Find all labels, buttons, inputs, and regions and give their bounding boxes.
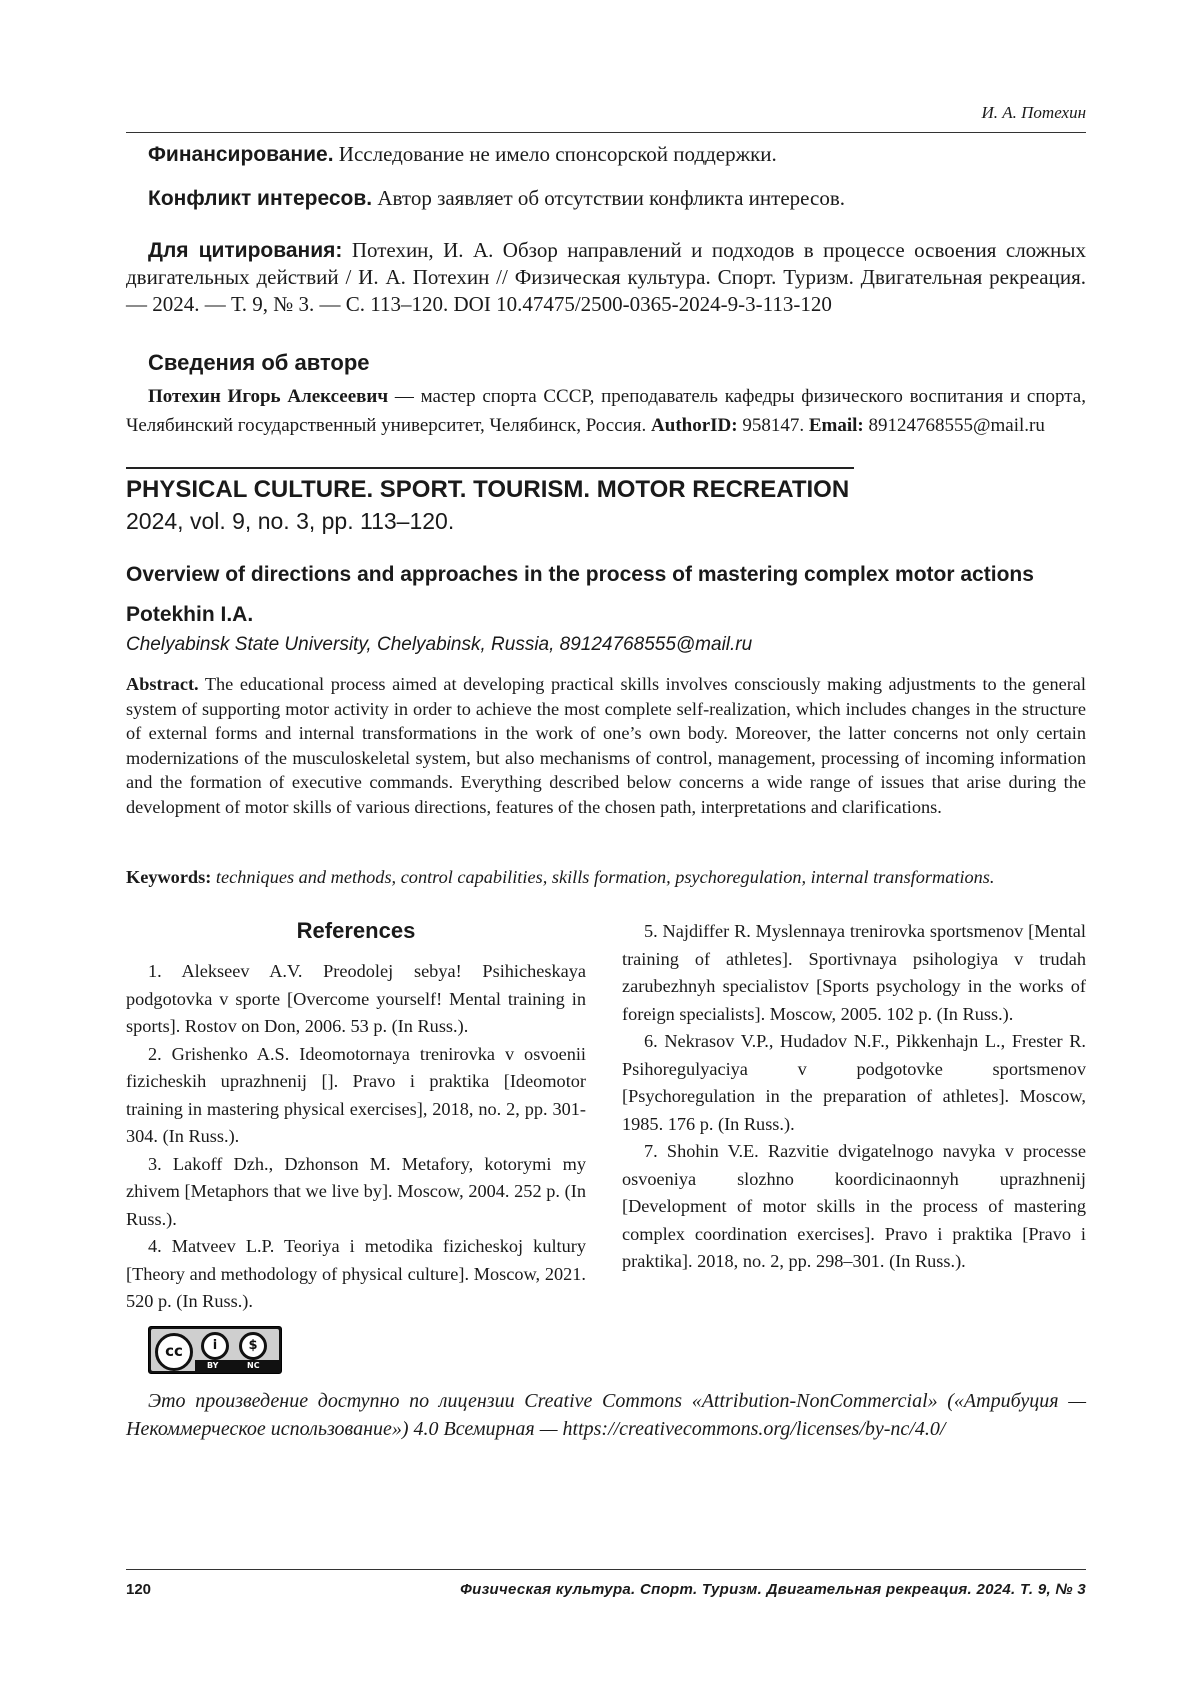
reference-item: 5. Najdiffer R. Myslennaya trenirovka sportsmenov [Mental training of athletes]. Sportivnaya psihologiya v trudah zarubezhnyh specialistov [Sports psychology in the works of foreign specialists]. Moscow, 2005. 102 p. (In Russ.).	[622, 921, 1086, 1024]
header-rule	[126, 132, 1086, 133]
funding-statement	[126, 141, 1086, 168]
references-left-column	[126, 958, 586, 1316]
cc-by-nc-badge	[148, 1326, 282, 1374]
cc-icon: cc	[155, 1333, 193, 1371]
conflict-label: Конфликт интересов.	[148, 187, 373, 210]
footer-journal-title: Физическая культура. Спорт. Туризм. Двигательная рекреация. 2024. Т. 9, № 3	[460, 1581, 1086, 1598]
funding-text: Исследование не имело спонсорской поддержки.	[333, 142, 777, 166]
keywords-label: Keywords:	[126, 867, 212, 887]
reference-item: 2. Grishenko A.S. Ideomotornaya trenirovka v osvoenii fizicheskih uprazhnenij []. Pravo i praktika [Ideomotor training in mastering physical exercises], 2018, no. 2, pp. 301-304. (In Russ.).	[126, 1043, 586, 1146]
author-info	[126, 382, 1086, 440]
license-text	[126, 1387, 1086, 1443]
conflict-text: Автор заявляет об отсутствии конфликта интересов.	[372, 186, 845, 210]
citation-block	[126, 237, 1086, 318]
abstract-text: The educational process aimed at developing practical skills involves consciously making adjustments to the general system of supporting motor activity in order to achieve the most complete self-realization, which includes changes in the structure of external forms and internal transformations in the work of one’s own body. Moreover, the latter concerns not only certain modernizations of the musculoskeletal system, but also mechanisms of control, management, processing of incoming information and the formation of executive commands. Everything described below concerns a wide range of issues that arise during the development of motor skills of various directions, features of the chosen path, interpretations and clarifications.	[126, 674, 1086, 817]
page-number: 120	[126, 1581, 152, 1598]
license-paragraph: Это произведение доступно по лицензии Creative Commons «Attribution-NonCommercial» («Атрибуция — Некоммерческое использование») 4.0 Всемирная — https://creativecommons.org/licenses/by-nc/4.0/	[126, 1390, 1086, 1440]
author-section-heading: Сведения об авторе	[148, 350, 370, 375]
footer-rule	[126, 1569, 1086, 1570]
funding-label: Финансирование.	[148, 143, 334, 166]
author-description: — мастер спорта СССР, преподаватель кафедры физического воспитания и спорта, Челябинский государственный университет, Челябинск, Россия.	[126, 386, 1086, 436]
authorid-value: 958147.	[737, 415, 809, 436]
reference-item: 3. Lakoff Dzh., Dzhonson M. Metafory, kotorymi my zhivem [Metaphors that we live by]. Moscow, 2004. 252 p. (In Russ.).	[126, 1153, 586, 1229]
author-en: Potekhin I.A.	[126, 603, 254, 626]
affiliation-en: Chelyabinsk State University, Chelyabinsk, Russia, 89124768555@mail.ru	[126, 634, 753, 655]
cc-nc-label: NC	[247, 1361, 260, 1370]
reference-item: 7. Shohin V.E. Razvitie dvigatelnogo navyka v processe osvoeniya slozhno koordicinaonnyh uprazhnenij [Development of motor skills in the process of mastering complex coordination exercises]. Pravo i praktika [Pravo i praktika]. 2018, no. 2, pp. 298–301. (In Russ.).	[622, 1141, 1086, 1271]
attribution-icon: i	[201, 1332, 229, 1360]
journal-rule	[126, 467, 854, 469]
keywords	[126, 865, 1086, 889]
references-right-column	[622, 918, 1086, 1276]
reference-item: 6. Nekrasov V.P., Hudadov N.F., Pikkenhajn L., Frester R. Psihoregulyaciya v podgotovke sportsmenov [Psychoregulation in the preparation of athletes]. Moscow, 1985. 176 p. (In Russ.).	[622, 1031, 1086, 1134]
article-title-en: Overview of directions and approaches in the process of mastering complex motor actions	[126, 563, 1034, 586]
abstract	[126, 672, 1086, 819]
email-label: Email:	[808, 415, 864, 436]
author-name: Потехин Игорь Алексеевич	[148, 386, 389, 407]
reference-item: 1. Alekseev A.V. Preodolej sebya! Psihicheskaya podgotovka v sporte [Overcome yourself! Mental training in sports]. Rostov on Don, 2006. 53 p. (In Russ.).	[126, 961, 586, 1036]
authorid-label: AuthorID:	[651, 415, 738, 436]
references-heading: References	[296, 918, 416, 943]
cc-badge-strip	[195, 1360, 279, 1371]
noncommercial-icon: $	[239, 1332, 267, 1360]
conflict-statement	[126, 185, 1086, 212]
citation-text: Потехин, И. А. Обзор направлений и подходов в процессе освоения сложных двигательных действий / И. А. Потехин // Физическая культура. Спорт. Туризм. Двигательная рекреация. — 2024. — Т. 9, № 3. — С. 113–120. DOI 10.47475/2500-0365-2024-9-3-113-120	[126, 238, 1087, 316]
keywords-text: techniques and methods, control capabilities, skills formation, psychoregulation, internal transformations.	[211, 867, 995, 887]
email-value: 89124768555@mail.ru	[863, 415, 1045, 436]
citation-label: Для цитирования:	[148, 239, 343, 262]
running-header: И. А. Потехин	[981, 103, 1086, 122]
abstract-label: Abstract.	[126, 674, 199, 694]
journal-issue-en: 2024, vol. 9, no. 3, pp. 113–120.	[126, 508, 455, 534]
journal-title-en: PHYSICAL CULTURE. SPORT. TOURISM. MOTOR RECREATION	[126, 476, 850, 503]
reference-item: 4. Matveev L.P. Teoriya i metodika fizicheskoj kultury [Theory and methodology of physical culture]. Moscow, 2021. 520 p. (In Russ.).	[126, 1236, 586, 1311]
cc-by-label: BY	[207, 1361, 219, 1370]
